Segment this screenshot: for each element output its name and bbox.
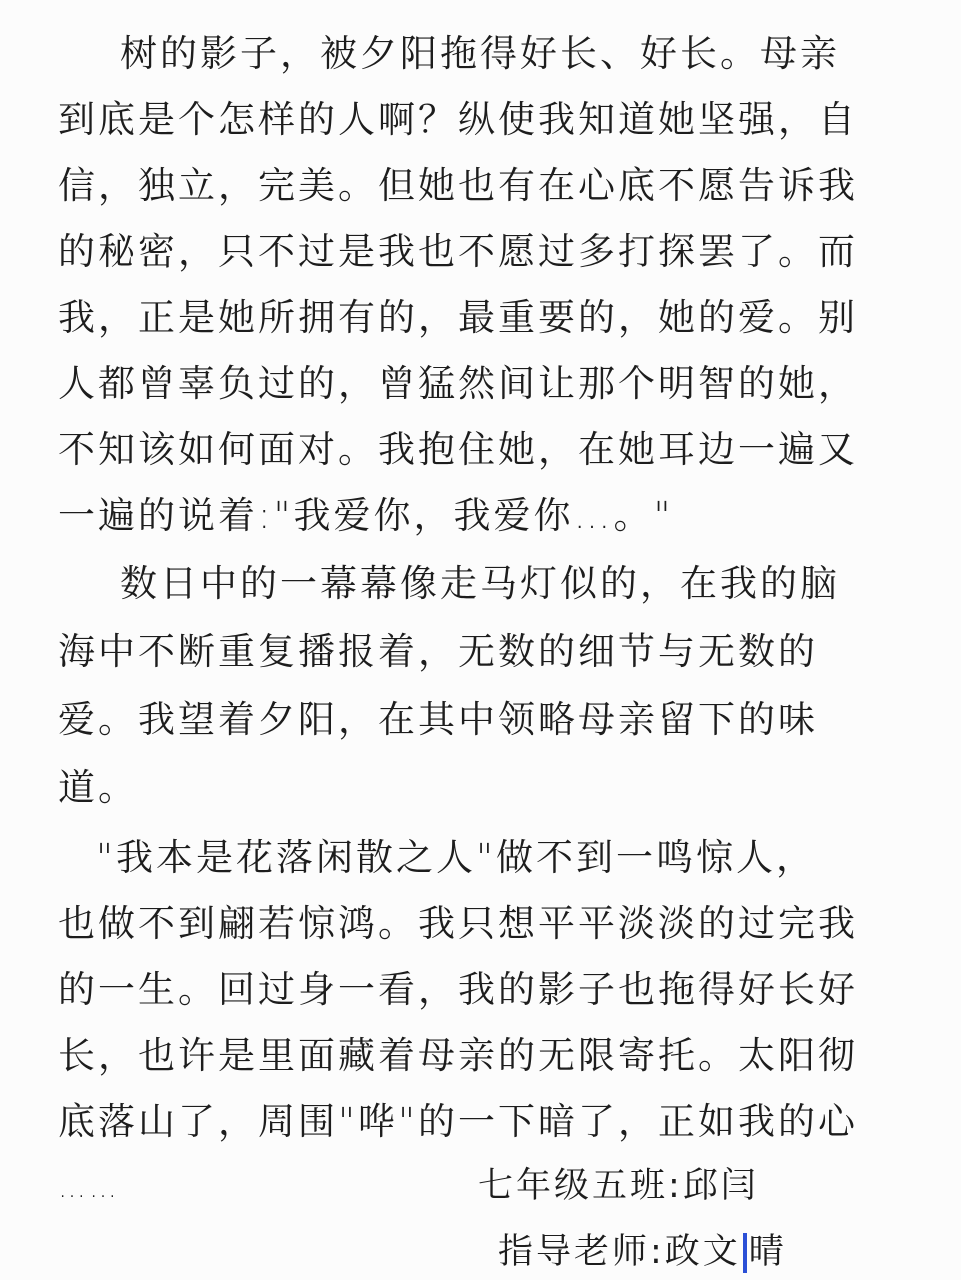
text-line: 的一生。回过身一看，我的影子也拖得好长好: [58, 968, 858, 1011]
text-line: 我，正是她所拥有的，最重要的，她的爱。别: [58, 296, 858, 339]
text-line: 不知该如何面对。我抱住她，在她耳边一遍又: [58, 428, 858, 471]
text-line: 底落山了，周围"哗"的一下暗了，正如我的心: [58, 1100, 859, 1143]
text-cursor: [743, 1233, 747, 1273]
text-line: 到底是个怎样的人啊？纵使我知道她坚强，自: [58, 98, 858, 141]
text-line: 数日中的一幕幕像走马灯似的，在我的脑: [120, 562, 840, 605]
teacher-signature: [498, 1222, 787, 1280]
text-line: 也做不到翩若惊鸿。我只想平平淡淡的过完我: [58, 902, 858, 945]
text-line: 的秘密，只不过是我也不愿过多打探罢了。而: [58, 230, 858, 273]
class-author-signature: 七年级五班:邱闫: [478, 1166, 759, 1206]
text-line: 信，独立，完美。但她也有在心底不愿告诉我: [58, 164, 858, 207]
text-line: 爱。我望着夕阳，在其中领略母亲留下的味: [58, 698, 818, 741]
teacher-name-suffix: 晴: [748, 1232, 787, 1272]
teacher-name-prefix: 指导老师:政文: [498, 1232, 741, 1272]
text-line: "我本是花落闲散之人"做不到一鸣惊人，: [96, 836, 817, 879]
text-line: 道。: [58, 766, 138, 809]
text-line: ……: [58, 1171, 120, 1204]
text-line: 一遍的说着:"我爱你，我爱你…。": [58, 494, 674, 537]
text-line: 海中不断重复播报着，无数的细节与无数的: [58, 630, 818, 673]
text-line: 树的影子，被夕阳拖得好长、好长。母亲: [120, 32, 840, 75]
text-line: 人都曾辜负过的，曾猛然间让那个明智的她，: [58, 362, 858, 405]
text-line: 长，也许是里面藏着母亲的无限寄托。太阳彻: [58, 1034, 858, 1077]
